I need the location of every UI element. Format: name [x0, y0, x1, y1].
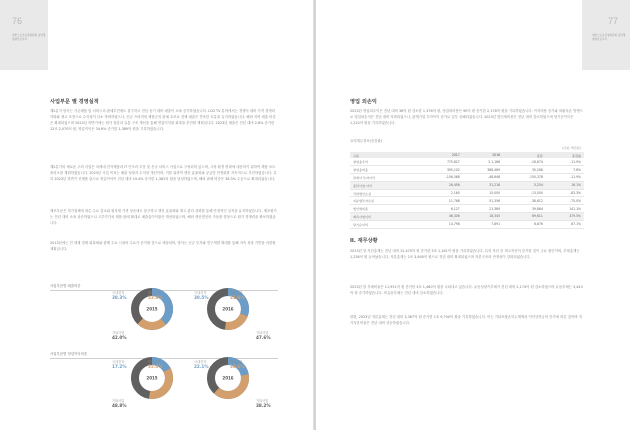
label-profit-r-tl	[194, 359, 209, 369]
legend-name: 국내전자	[194, 360, 207, 364]
donut-year-label: 2015	[146, 306, 158, 312]
label-sales-r-tr	[230, 290, 245, 300]
legend-pct: 30.5%	[194, 295, 209, 300]
table-cell: 7,891	[463, 220, 503, 228]
table-row-label: 영업총수익	[350, 158, 420, 166]
legend-pct: 17.2%	[112, 364, 127, 369]
table-row	[350, 189, 584, 197]
donut-year-label: 2016	[222, 306, 234, 312]
legend-name: 기타사업	[256, 331, 269, 335]
table-cell: 395,102	[420, 166, 463, 174]
table-caption: 요약재무정보(증감률)	[350, 139, 383, 143]
table-cell: 14,798	[420, 220, 463, 228]
table-row-label: 지분법투자손실	[350, 197, 420, 205]
table-row-label: 당기순이익	[350, 220, 420, 228]
legend-name: 해외전자	[148, 360, 161, 364]
running-header-right: 대한스포츠공정위원회 중앙경영평가보고서	[592, 34, 626, 41]
table-row	[350, 181, 584, 189]
table-cell: -83.3%	[546, 189, 584, 197]
page-number-left: 76	[12, 16, 23, 26]
legend-pct: 39.6%	[230, 364, 245, 369]
table-header-cell: 증감	[503, 152, 546, 158]
table-cell: 87.1%	[546, 220, 584, 228]
table-cell: 69,611	[503, 213, 546, 221]
label-sales-r-br	[256, 330, 271, 340]
legend-name: 국내전자	[112, 360, 125, 364]
legend-pct: 38.3%	[112, 295, 127, 300]
table-cell: 5,254	[503, 181, 546, 189]
legend-name: 해외전자	[148, 291, 161, 295]
table-cell: 7.8%	[546, 166, 584, 174]
paragraph-4: 2013년에는 전 세계 경제 회복세와 함께 주요 시장의 수요가 증가할 것으로 예상되며, 당사는 신규 투자와 연구개발 확대를 통해 지속 성장 기반을 마련할 계획입니다.	[50, 241, 276, 251]
legend-name: 국내전자	[194, 291, 207, 295]
table-cell: 51,356	[463, 197, 503, 205]
table-cell: -11.9%	[546, 158, 584, 166]
table-header-cell: 2016	[463, 152, 503, 158]
legend-name: 기타사업	[256, 399, 269, 403]
table-header-cell: 증감률	[546, 152, 584, 158]
table-cell: 11,768	[420, 197, 463, 205]
section-title-nonoperating: 영업 외손익	[350, 99, 377, 105]
table-row	[350, 174, 584, 182]
table-cell: -11.9%	[546, 174, 584, 182]
table-cell: 21,389	[463, 205, 503, 213]
legend-name: 해외전자	[230, 360, 243, 364]
table-cell: 18,345	[463, 213, 503, 221]
table-row-label: 영업총비용	[350, 166, 420, 174]
chart-title-sales: 사업부문별 매출비중	[50, 284, 81, 288]
donut-sales-right-svg	[204, 285, 252, 333]
table-cell: -18,874	[503, 158, 546, 166]
table-row-label: 중단사업 이익	[350, 181, 420, 189]
table-cell: 16.1%	[546, 181, 584, 189]
donut-year-label: 2015	[146, 375, 158, 381]
label-profit-r-tr	[230, 359, 245, 369]
table-cell: -150,378	[503, 174, 546, 182]
table-row	[350, 197, 584, 205]
legend-pct: 22.1%	[194, 364, 209, 369]
table-unit: (단위: 백만원)	[562, 146, 581, 150]
table-cell: 141.1%	[546, 205, 584, 213]
table-header-cell: 2017	[420, 152, 463, 158]
financial-summary-table	[350, 152, 584, 229]
paragraph-1: 제2분기 당사는 기존제품 및 서비스의 판매부진에도 불구하고 전년 동기 대비 매출이 소폭 증가하였습니다. LCD TV 분야에서는 경쟁사 대비 가격 경쟁력 약화와 재고 조정으로 수익성이 다소 하락하였으나, 신규 프리미엄 제품군의 판매 호조로 전체 매출은 견조한 흐름을 유지하였습니다. 해외 지역 매출 비중은 확대되었으며 2023년 하반기에는 원가 절감과 유통 구조 개선을 통해 영업이익률 회복을 추진할 계획입니다. 2023년 매출은 전년 대비 2.8% 증가한 12조 2,070억 원, 영업이익은 34.6% 증가한 1,389억 원을 기록하였습니다.	[50, 109, 276, 131]
donut-chart-profit-right	[204, 354, 252, 402]
table-cell: 39,864	[503, 205, 546, 213]
table-cell: 15,000	[463, 189, 503, 197]
legend-pct: 47.6%	[256, 335, 271, 340]
table-cell: 775,827	[420, 158, 463, 166]
legend-name: 국내전자	[112, 291, 125, 295]
table-cell: 6,876	[503, 220, 546, 228]
table-header-cell: 구분	[350, 152, 420, 158]
section-title-financial-position: II. 재무상황	[350, 238, 378, 244]
financial-paragraph-1: 2023년 말 자산총계는 전년 대비 12,470억 원 증가한 5조 1,161억 원을 기록하였습니다. 특히 자산 중 재고자산이 증가한 것이 주요 원인이며, 부채총계는 1,236억 원 늘어났습니다. 자본총계는 2조 3,640억 원으로 전년 대비 확대되었으며 자본구조의 안정성이 강화되었습니다.	[350, 249, 580, 259]
label-sales-l-tr	[148, 290, 163, 300]
donut-chart-sales-right	[204, 285, 252, 333]
table-cell: 46,306	[420, 213, 463, 221]
running-header-left: 대한스포츠공정위원회 중앙경영평가보고서	[12, 34, 46, 41]
table-row-label: 관계사 투자이익	[350, 174, 420, 182]
legend-pct: 38.2%	[256, 403, 271, 408]
table-cell: 6,127	[420, 205, 463, 213]
label-sales-r-tl	[194, 290, 209, 300]
table-cell: -13,000	[503, 189, 546, 197]
label-profit-r-br	[256, 398, 271, 408]
right-page	[316, 0, 630, 430]
chart-title-profit: 사업부문별 영업이익비중	[50, 352, 88, 356]
table-cell: 30,268	[503, 166, 546, 174]
table-row	[350, 213, 584, 221]
legend-pct: 23.8%	[148, 295, 163, 300]
table-row-label: 국외법인손실	[350, 189, 420, 197]
label-profit-l-tl	[112, 359, 127, 369]
table-row-label: 계속사업이익	[350, 213, 420, 221]
donut-year-label: 2016	[222, 375, 234, 381]
legend-pct: 42.0%	[112, 335, 127, 340]
financial-paragraph-3: 한편, 2023년 자본총계는 전년 대비 3,367억 원 증가한 1조 9,700억 원을 기록하였습니다. 이는 기타포괄손익누계액과 이익잉여금의 증가에 따른 것이며 자기자본비율은 전년 대비 상승하였습니다.	[350, 315, 582, 325]
section-title-business: 사업부문 별 경영실적	[50, 99, 99, 105]
legend-pct: 35.0%	[148, 364, 163, 369]
left-page	[0, 0, 314, 430]
table-cell: -38,612	[503, 197, 546, 205]
table-row	[350, 158, 584, 166]
table-cell: 379.5%	[546, 213, 584, 221]
financial-paragraph-2: 2023년 말 부채비율은 11,951억 원 증가한 3조 1,460억 원을 나타내고 있습니다. 유동성장기부채가 전년 대비 2,174억 원 감소하였으며 유동부채는 3,443억 원 증가하였습니다. 비유동부채는 전년 대비 감소하였습니다.	[350, 285, 583, 295]
legend-name: 해외전자	[230, 291, 243, 295]
table-cell: 2.1,166	[463, 158, 503, 166]
table-row-label: 법인세비용	[350, 205, 420, 213]
table-cell: -106,568	[420, 174, 463, 182]
page-number-right: 77	[607, 16, 618, 26]
label-sales-l-bl	[112, 330, 127, 340]
label-profit-l-bl	[112, 398, 127, 408]
table-cell: -75.0%	[546, 197, 584, 205]
paragraph-3: 제조부문은 경기침체에 따른 수요 감소와 원자재 가격 상승에도 불구하고 생산 효율화와 재고 관리 강화를 통해 안정적인 실적을 유지하였습니다. 제조원가는 전년 대비 소폭 상승하였으나 고부가가치 제품 판매 확대로 매출총이익률은 개선되었으며, 해외 생산법인의 가동률 향상으로 원가 경쟁력을 확보하였습니다.	[50, 209, 277, 225]
legend-pct: 48.8%	[112, 403, 127, 408]
legend-name: 기타사업	[112, 399, 125, 403]
table-cell: 388,489	[463, 166, 503, 174]
legend-pct: 21.8%	[230, 295, 245, 300]
table-body	[350, 158, 584, 228]
label-sales-l-tl	[112, 290, 127, 300]
table-cell: 31,218	[463, 181, 503, 189]
paragraph-2: 제2분기의 새로운 주력 사업은 차세대 전자제품과 IT 인프라 부문 및 신규 서비스 사업으로 구성되어 있으며, 시장 환경 변화에 대응하기 위하여 제품 포트폴리오를 재편하였습니다. 2023년 사업 목표는 매출 성장과 수익성 개선이며, 이를 위하여 생산 효율화와 공급망 안정화를 지속적으로 추진하였습니다. 특히 2023년 하반기 신제품 출시로 영업이익이 전년 대비 19.4% 증가한 1,381억 원을 달성하였으며, 해외 판매 비중은 38.3% 수준으로 확대되었습니다.	[50, 165, 277, 181]
table-row	[350, 166, 584, 174]
table-cell: 2,160	[420, 189, 463, 197]
intro-paragraph: 2023년 영업외수익은 전년 대비 36억 원 감소한 1,376억 원, 영업외비용은 90억 원 증가한 2,178억 원을 기록하였습니다. 이자비용 증가와 외환차손 발생으로 영업외손익은 전년 대비 악화되었으나, 관계기업 투자이익 증가로 일부 상쇄되었습니다. 2023년 법인세비용은 전년 대비 감소하였으며 당기순이익은 1,210억 원을 기록하였습니다.	[350, 109, 583, 125]
table-cell: -48,646	[463, 174, 503, 182]
table-row	[350, 220, 584, 228]
table-cell: 26,456	[420, 181, 463, 189]
label-profit-l-tr	[148, 359, 163, 369]
legend-name: 기타사업	[112, 331, 125, 335]
donut-profit-right-svg	[204, 354, 252, 402]
table-row	[350, 205, 584, 213]
